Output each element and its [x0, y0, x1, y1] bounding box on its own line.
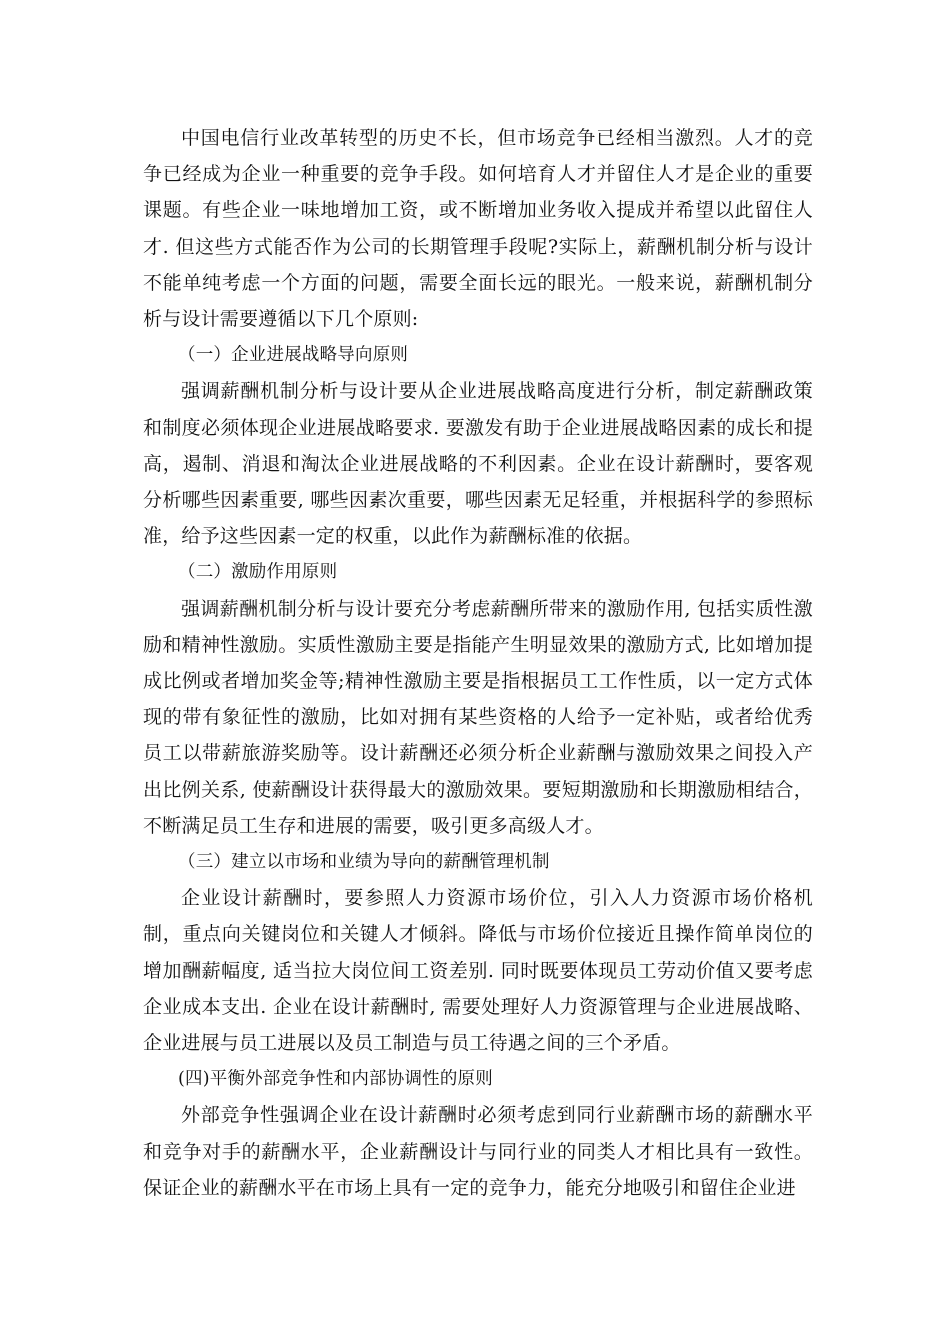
- section-heading-1: （一）企业进展战略导向原则: [178, 345, 409, 366]
- document-page: [143, 120, 813, 1206]
- section-heading-3: （三）建立以市场和业绩为导向的薪酬管理机制: [178, 852, 550, 873]
- section-2-paragraph: 强调薪酬机制分析与设计要充分考虑薪酬所带来的激励作用, 包括实质性激励和精神性激励。实质性激励主要是指能产生明显效果的激励方式, 比如增加提成比例或者增加奖金等;精神性激励主要是指根据员工工作性质，以一定方式体现的带有象征性的激励，比如对拥有某些资格的人给予一定补贴，或者给优秀员工以带薪旅游奖励等。设计薪酬还必须分析企业薪酬与激励效果之间投入产出比例关系, 使薪酬设计获得最大的激励效果。要短期激励和长期激励相结合，不断满足员工生存和进展的需要，吸引更多高级人才。: [143, 597, 813, 837]
- section-heading-4: (四)平衡外部竞争性和内部协调性的原则: [178, 1069, 493, 1090]
- intro-paragraph: 中国电信行业改革转型的历史不长，但市场竞争已经相当激烈。人才的竞争已经成为企业一种重要的竞争手段。如何培育人才并留住人才是企业的重要课题。有些企业一味地增加工资，或不断增加业务收入提成并希望以此留住人才. 但这些方式能否作为公司的长期管理手段呢?实际上，薪酬机制分析与设计不能单纯考虑一个方面的问题，需要全面长远的眼光。一般来说，薪酬机制分析与设计需要遵循以下几个原则:: [143, 127, 813, 331]
- section-1-paragraph: 强调薪酬机制分析与设计要从企业进展战略高度进行分析，制定薪酬政策和制度必须体现企业进展战略要求. 要激发有助于企业进展战略因素的成长和提高，遏制、消退和淘汰企业进展战略的不利因素。企业在设计薪酬时，要客观分析哪些因素重要, 哪些因素次重要，哪些因素无足轻重，并根据科学的参照标准，给予这些因素一定的权重，以此作为薪酬标准的依据。: [143, 380, 813, 548]
- section-3-paragraph: 企业设计薪酬时，要参照人力资源市场价位，引入人力资源市场价格机制，重点向关键岗位和关键人才倾斜。降低与市场价位接近且操作简单岗位的增加酬薪幅度, 适当拉大岗位间工资差别. 同时既要体现员工劳动价值又要考虑企业成本支出. 企业在设计薪酬时, 需要处理好人力资源管理与企业进展战略、企业进展与员工进展以及员工制造与员工待遇之间的三个矛盾。: [143, 887, 813, 1055]
- section-4-paragraph: 外部竞争性强调企业在设计薪酬时必须考虑到同行业薪酬市场的薪酬水平和竞争对手的薪酬水平，企业薪酬设计与同行业的同类人才相比具有一致性。保证企业的薪酬水平在市场上具有一定的竞争力，能充分地吸引和留住企业进: [143, 1104, 813, 1199]
- section-heading-2: （二）激励作用原则: [178, 562, 338, 583]
